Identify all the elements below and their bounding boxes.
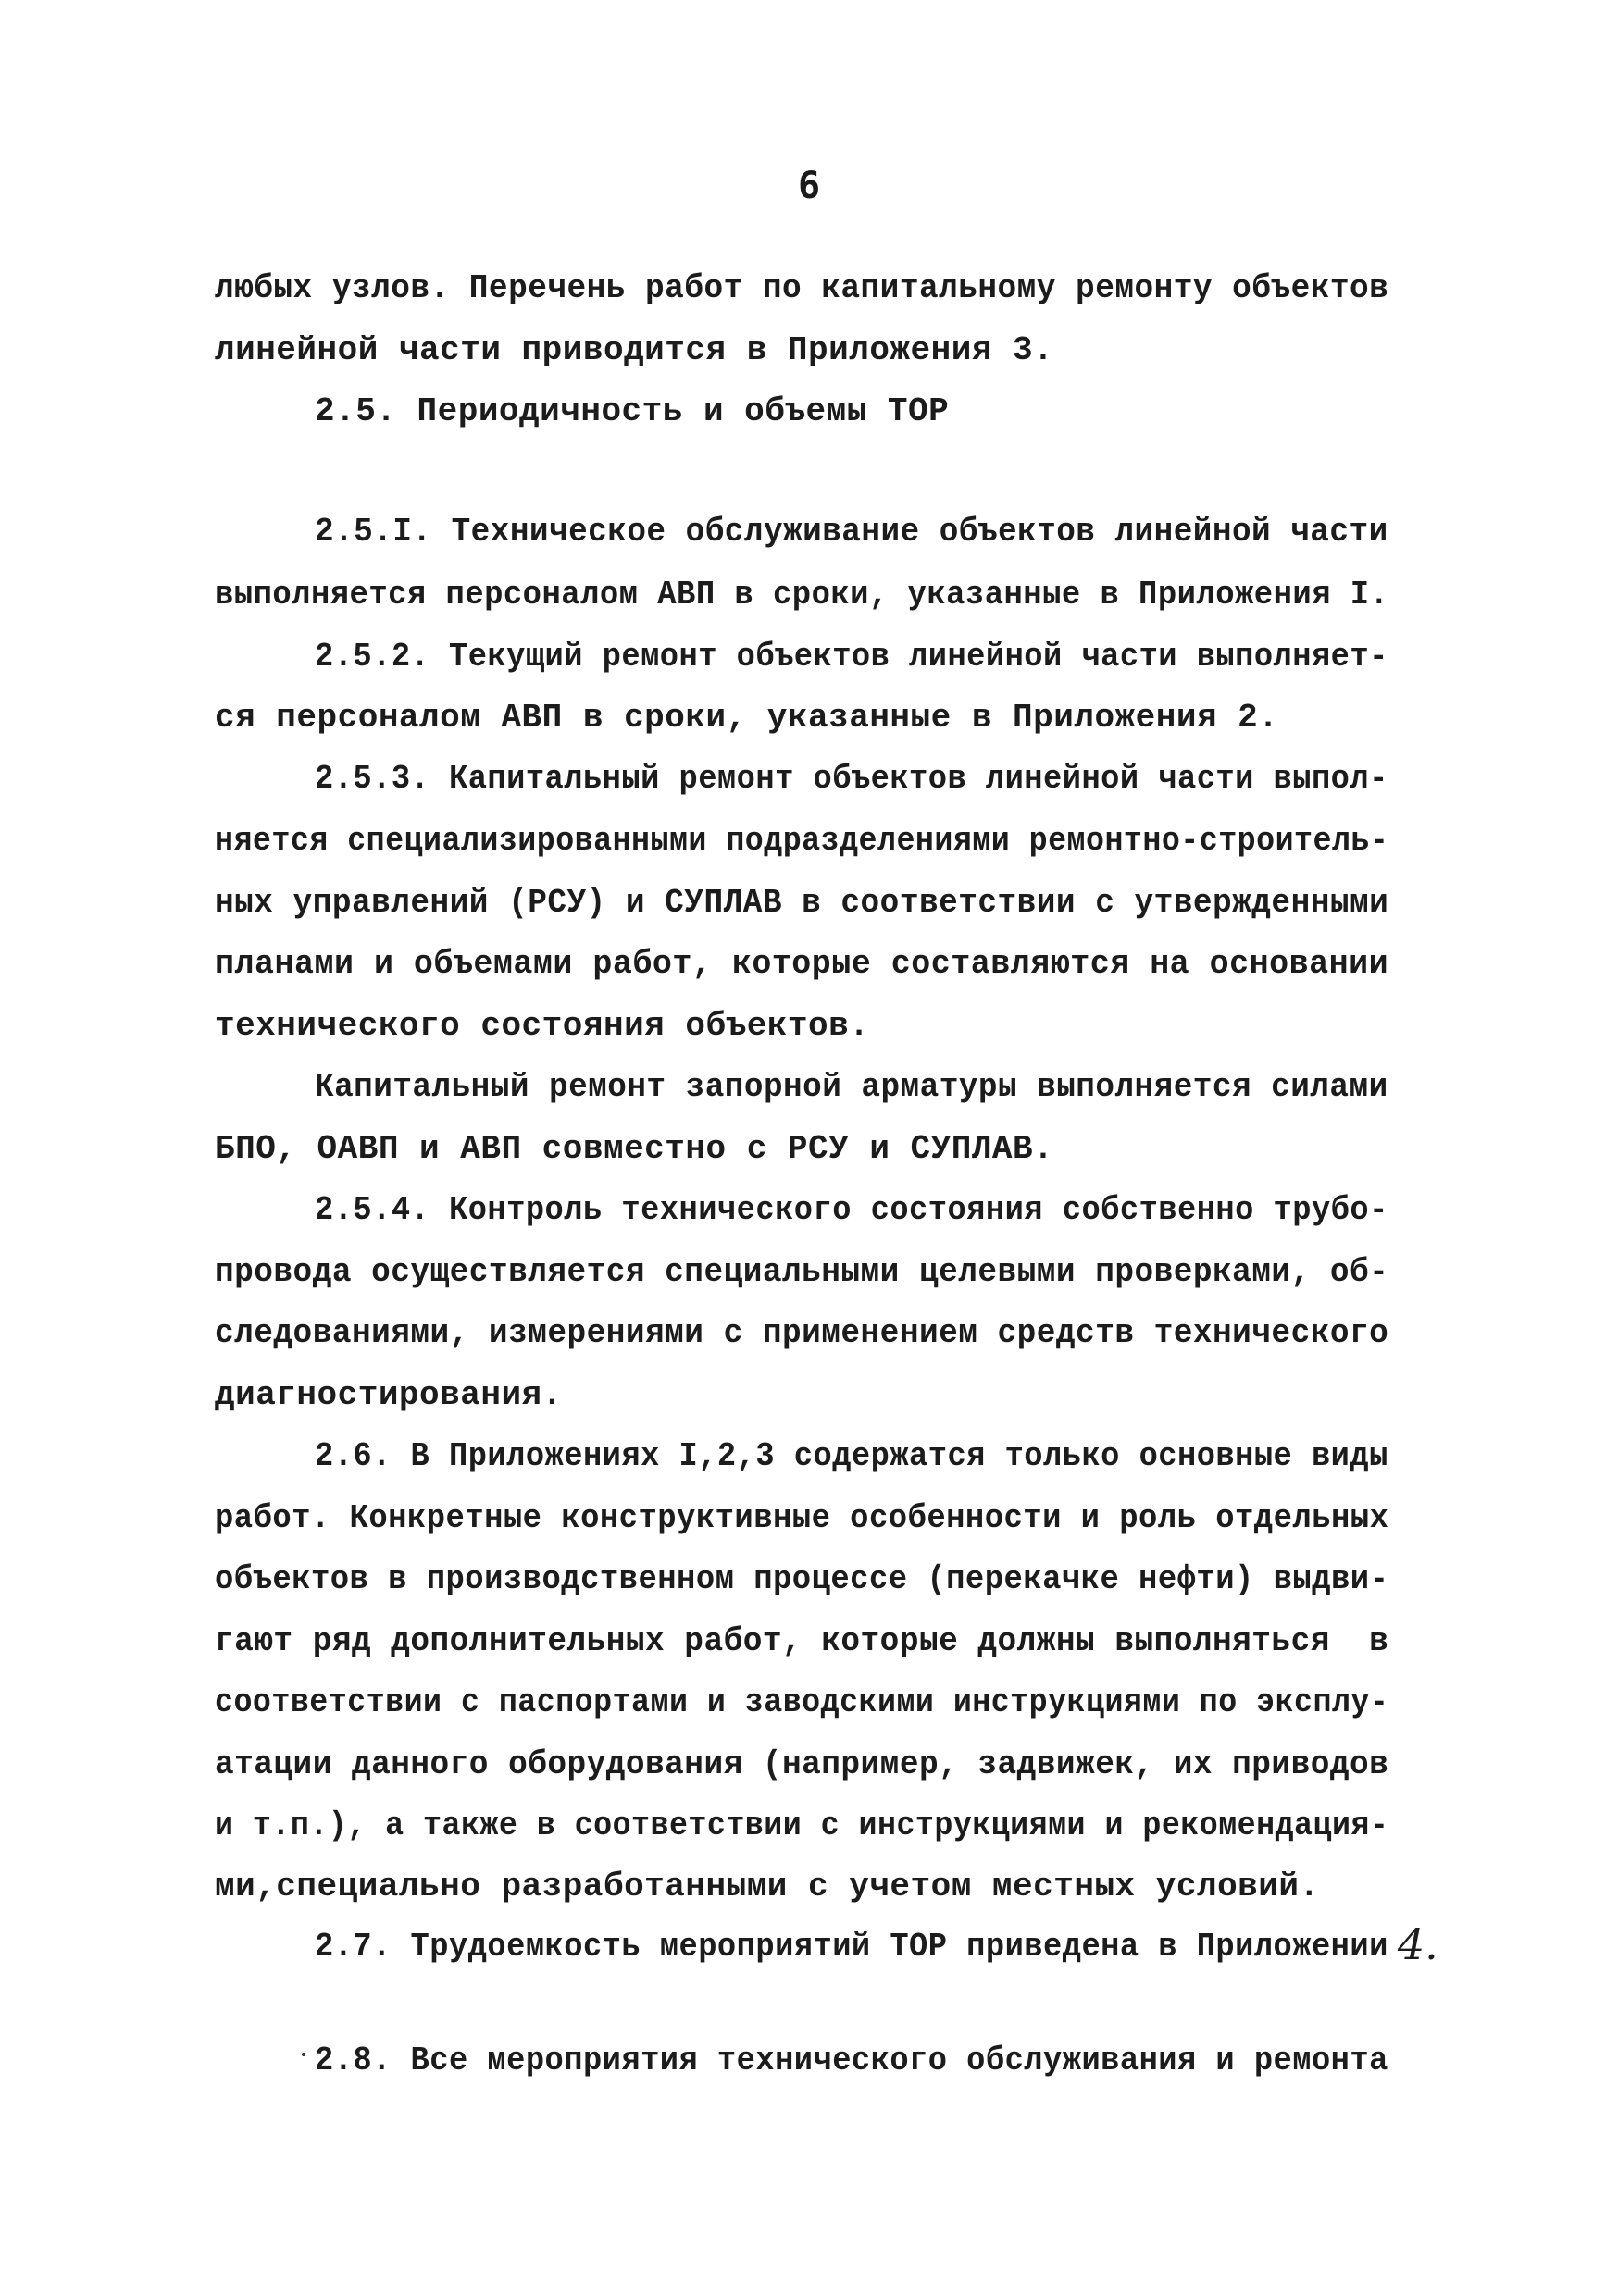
text-line: 2.7. Трудоемкость мероприятий ТОР приведена в Приложении — [315, 1928, 1388, 1966]
text-line: 2.5.I. Техническое обслуживание объектов линейной части — [315, 513, 1388, 551]
text-line: объектов в производственном процессе (перекачке нефти) выдви- — [215, 1560, 1389, 1598]
text-line: няется специализированными подразделениями ремонтно-строитель- — [215, 822, 1389, 860]
text-line: БПО, ОАВП и АВП совместно с РСУ и СУПЛАВ. — [215, 1130, 1054, 1168]
text-line: ми,специально разработанными с учетом местных условий. — [215, 1868, 1320, 1905]
text-line: 2.8. Все мероприятия технического обслуживания и ремонта — [315, 2042, 1388, 2079]
text-line: выполняется персоналом АВП в сроки, указанные в Приложения I. — [215, 576, 1389, 614]
scan-speck — [302, 2053, 305, 2056]
text-line: диагностирования. — [215, 1376, 563, 1414]
text-line: работ. Конкретные конструктивные особенности и роль отдельных — [215, 1499, 1389, 1537]
page-number: 6 — [797, 165, 821, 207]
text-line: линейной части приводится в Приложения 3. — [215, 331, 1054, 369]
text-line: 2.5.4. Контроль технического состояния собственно трубо- — [315, 1191, 1388, 1229]
text-line: Капитальный ремонт запорной арматуры выполняется силами — [315, 1068, 1388, 1106]
handwritten-annotation: 4. — [1397, 1919, 1438, 1969]
text-line: гают ряд дополнительных работ, которые должны выполняться в — [215, 1622, 1389, 1660]
text-line: соответствии с паспортами и заводскими инструкциями по эксплу- — [215, 1683, 1389, 1721]
text-line: атации данного оборудования (например, задвижек, их приводов — [215, 1745, 1389, 1783]
text-line: 2.6. В Приложениях I,2,3 содержатся только основные виды — [315, 1437, 1388, 1475]
section-heading: 2.5. Периодичность и объемы ТОР — [315, 392, 950, 430]
text-line: 2.5.3. Капитальный ремонт объектов линейной части выпол- — [315, 760, 1388, 798]
text-line: и т.п.), а также в соответствии с инструкциями и рекомендация- — [215, 1806, 1389, 1844]
text-line: следованиями, измерениями с применением средств технического — [215, 1314, 1389, 1352]
text-line: ся персоналом АВП в сроки, указанные в Приложения 2. — [215, 699, 1279, 737]
text-line: планами и объемами работ, которые составляются на основании — [215, 945, 1389, 983]
text-line: технического состояния объектов. — [215, 1007, 870, 1045]
text-line: ных управлений (РСУ) и СУПЛАВ в соответствии с утвержденными — [215, 884, 1389, 922]
text-line: 2.5.2. Текущий ремонт объектов линейной части выполняет- — [315, 638, 1388, 676]
text-line: провода осуществляется специальными целевыми проверками, об- — [215, 1253, 1389, 1291]
text-line: любых узлов. Перечень работ по капитальному ремонту объектов — [215, 269, 1389, 307]
